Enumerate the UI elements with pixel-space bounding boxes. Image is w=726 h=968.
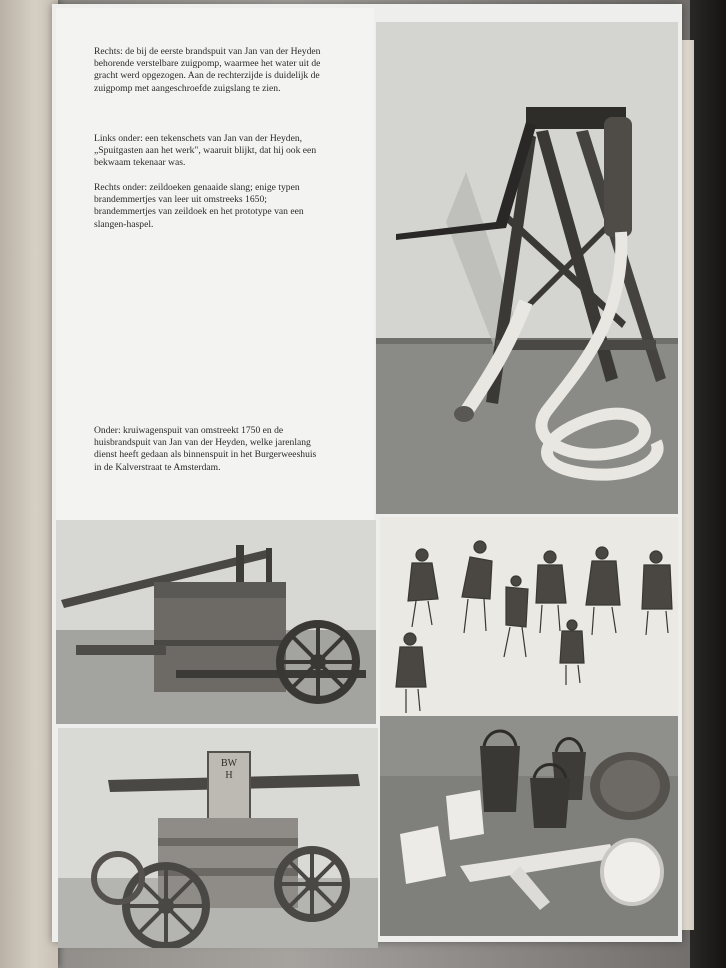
photo-buckets-and-reel: [380, 716, 678, 936]
caption-links-onder: Links onder: een tekenschets van Jan van der Heyden, „Spuitgasten aan het werk", waaruit blijkt, dat hij ook een bekwaam tekenaar was.: [94, 133, 317, 169]
facing-page-edge: [0, 0, 58, 968]
caption-rechts: Rechts: de bij de eerste brandspuit van Jan van der Heyden behorende verstelbare zuigpomp, waarmee het water uit de gracht werd opgezogen. Aan de rechterzijde is duidelijk de zuigpomp met aangeschroefde zuigslang te zien.: [94, 46, 321, 94]
engine-plate-line1: BW: [220, 758, 238, 769]
dark-background-right: [690, 0, 726, 968]
engine-plate-line2: H: [225, 770, 233, 781]
photo-sketch-firemen: [380, 517, 678, 721]
caption-onder: Onder: kruiwagenspuit van omstreekt 1750 en de huisbrandspuit van Jan van der Heyden, welke jarenlang dienst heeft gedaan als binnenspuit in het Burgerweeshuis in de Kalverstraat te Amsterdam.: [94, 425, 317, 473]
photo-suction-pump: [376, 22, 678, 514]
photo-house-fire-engine: [58, 728, 378, 948]
photo-barrow-engine: [56, 520, 376, 724]
caption-rechts-onder: Rechts onder: zeildoeken genaaide slang; enige typen brandemmertjes van leer uit omstreeks 1650; brandemmertjes van zeildoek en het prototype van een slangen-haspel.: [94, 182, 304, 230]
